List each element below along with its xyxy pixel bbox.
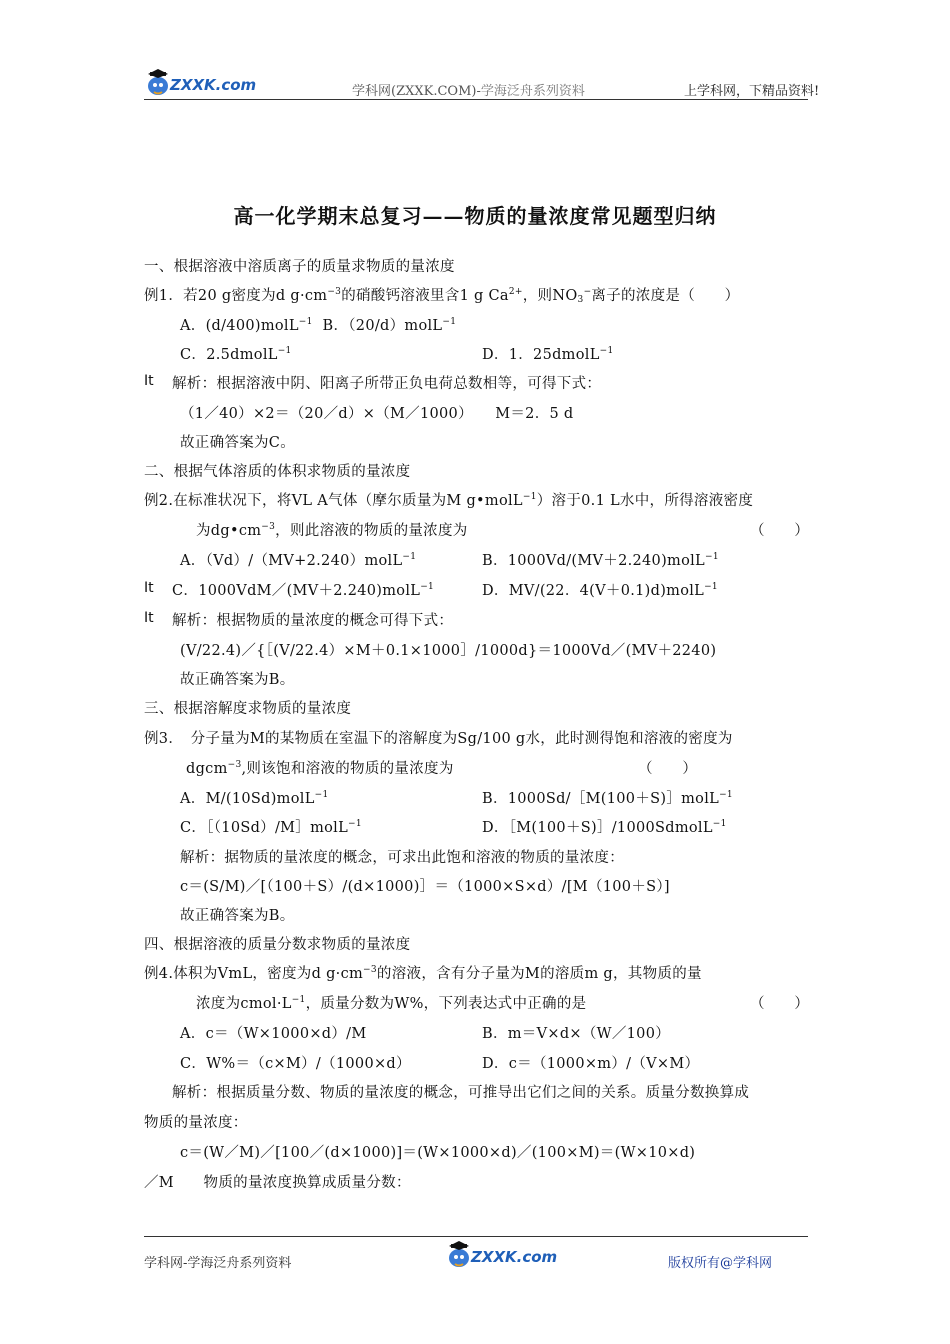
header-rule xyxy=(144,99,808,100)
example-4-question-line2: 浓度为$cmol\cdot L^{-1}$，质量分数为W%，下列表达式中正确的是 xyxy=(196,995,587,1012)
example-2-option-b: B．1000Vd/(MV＋2.240)molL$^{-1}$ xyxy=(482,552,719,569)
footer-logo xyxy=(445,1238,558,1272)
example-1-answer: 故正确答案为C。 xyxy=(180,435,295,451)
answer-blank: （ ） xyxy=(750,996,810,1012)
answer-blank: （ ） xyxy=(750,523,810,539)
example-3-option-a: A．M/(10Sd)molL$^{-1}$ xyxy=(180,790,329,807)
example-3-option-b: B．1000Sd/［M(100＋S)］molL$^{-1}$ xyxy=(482,790,733,807)
example-3-option-c: C．［（10Sd）/M］molL$^{-1}$ xyxy=(180,819,362,836)
example-4-formula-line2: ／M 物质的量浓度换算成质量分数： xyxy=(144,1175,411,1191)
section-2-heading: 二、根据气体溶质的体积求物质的量浓度 xyxy=(144,464,411,480)
example-4-analysis-line2: 物质的量浓度： xyxy=(144,1115,248,1131)
example-3-question-line1: 例3． 分子量为M的某物质在室温下的溶解度为Sg/100 g水，此时测得饱和溶液的密度为 xyxy=(144,731,733,747)
header-site-title: 学科网(ZXXK.COM)-学海泛舟系列资料 xyxy=(352,84,585,99)
example-4-question-line1: 例4.体积为VmL，密度为d $g\cdot cm^{-3}$的溶液，含有分子量为M的溶质m g，其物质的量 xyxy=(144,965,702,982)
margin-marker: It xyxy=(144,373,154,389)
example-3-question-line2: dgcm$^{-3}$,则该饱和溶液的物质的量浓度为 xyxy=(186,760,454,777)
example-4-option-b: B．m＝V×d×（W／100） xyxy=(482,1026,671,1042)
page-title: 高一化学期末总复习——物质的量浓度常见题型归纳 xyxy=(233,204,717,228)
logo-text: ZXXK.com xyxy=(170,76,257,94)
margin-marker: It xyxy=(144,610,154,626)
example-1-formula: （1／40）×2＝（20／d）×（M／1000） M＝2．5 d xyxy=(180,406,574,422)
section-1-heading: 一、根据溶液中溶质离子的质量求物质的量浓度 xyxy=(144,259,455,275)
section-3-heading: 三、根据溶解度求物质的量浓度 xyxy=(144,701,352,717)
example-3-analysis: 解析：据物质的量浓度的概念，可求出此饱和溶液的物质的量浓度： xyxy=(180,850,624,866)
example-2-option-d: D．MV/(22．4(V＋0.1)d)molL$^{-1}$ xyxy=(482,582,718,599)
answer-blank: （ ） xyxy=(638,761,698,777)
example-1-option-d: D．1．25dmolL$^{-1}$ xyxy=(482,346,614,363)
margin-marker: It xyxy=(144,580,154,596)
example-1-analysis: 解析：根据溶液中阴、阳离子所带正负电荷总数相等，可得下式： xyxy=(172,376,602,392)
example-2-formula: (V/22.4)／{［(V/22.4）×M＋0.1×1000］/1000d}＝1000Vd／(MV＋2240) xyxy=(180,643,717,659)
example-2-option-a: A．（Vd）/（MV+2.240）molL$^{-1}$ xyxy=(180,552,417,569)
example-1-option-c: C．2.5dmolL$^{-1}$ xyxy=(180,346,292,363)
footer-copyright: 版权所有@学科网 xyxy=(668,1256,773,1271)
example-2-question-line1: 例2.在标准状况下，将VL A气体（摩尔质量为M g•molL$^{-1}$）溶于0.1 L水中，所得溶液密度 xyxy=(144,492,754,509)
example-4-formula-line1: c＝(W／M)／[100／(d×1000)]＝(W×1000×d)／(100×M)＝(W×10×d) xyxy=(180,1145,696,1161)
header-logo xyxy=(144,66,257,100)
example-2-answer: 故正确答案为B。 xyxy=(180,672,295,688)
example-4-option-a: A．c＝（W×1000×d）/M xyxy=(180,1026,367,1042)
logo-text: ZXXK.com xyxy=(471,1248,558,1266)
example-4-option-c: C．W%＝（c×M）/（1000×d） xyxy=(180,1056,411,1072)
example-2-analysis: 解析：根据物质的量浓度的概念可得下式： xyxy=(172,613,454,629)
example-4-analysis-line1: 解析：根据质量分数、物质的量浓度的概念，可推导出它们之间的关系。质量分数换算成 xyxy=(172,1085,750,1101)
section-4-heading: 四、根据溶液的质量分数求物质的量浓度 xyxy=(144,937,411,953)
example-3-option-d: D．［M(100＋S)］/1000SdmolL$^{-1}$ xyxy=(482,819,727,836)
example-2-option-c: C．1000VdM／(MV＋2.240)molL$^{-1}$ xyxy=(172,582,435,599)
example-1-question: 例1．若20 g密度为d $g\cdot cm^{-3}$的硝酸钙溶液里含1 g $Ca^{2+}$，则$NO_3^-$离子的浓度是（ ） xyxy=(144,287,740,305)
footer-left-text: 学科网-学海泛舟系列资料 xyxy=(144,1256,292,1271)
header-slogan: 上学科网，下精品资料! xyxy=(684,84,820,99)
example-2-question-line2: 为$dg•cm^{-3}$，则此溶液的物质的量浓度为 xyxy=(196,522,468,539)
example-4-option-d: D．c＝（1000×m）/（V×M） xyxy=(482,1056,700,1072)
example-3-formula: c＝(S/M)／[（100＋S）/(d×1000)］＝（1000×S×d）/[M（100＋S）] xyxy=(180,879,670,895)
example-3-answer: 故正确答案为B。 xyxy=(180,908,295,924)
footer-rule xyxy=(144,1236,808,1237)
example-1-options-ab: A．(d/400)molL$^{-1}$ B．（20/d）molL$^{-1}$ xyxy=(180,317,457,334)
